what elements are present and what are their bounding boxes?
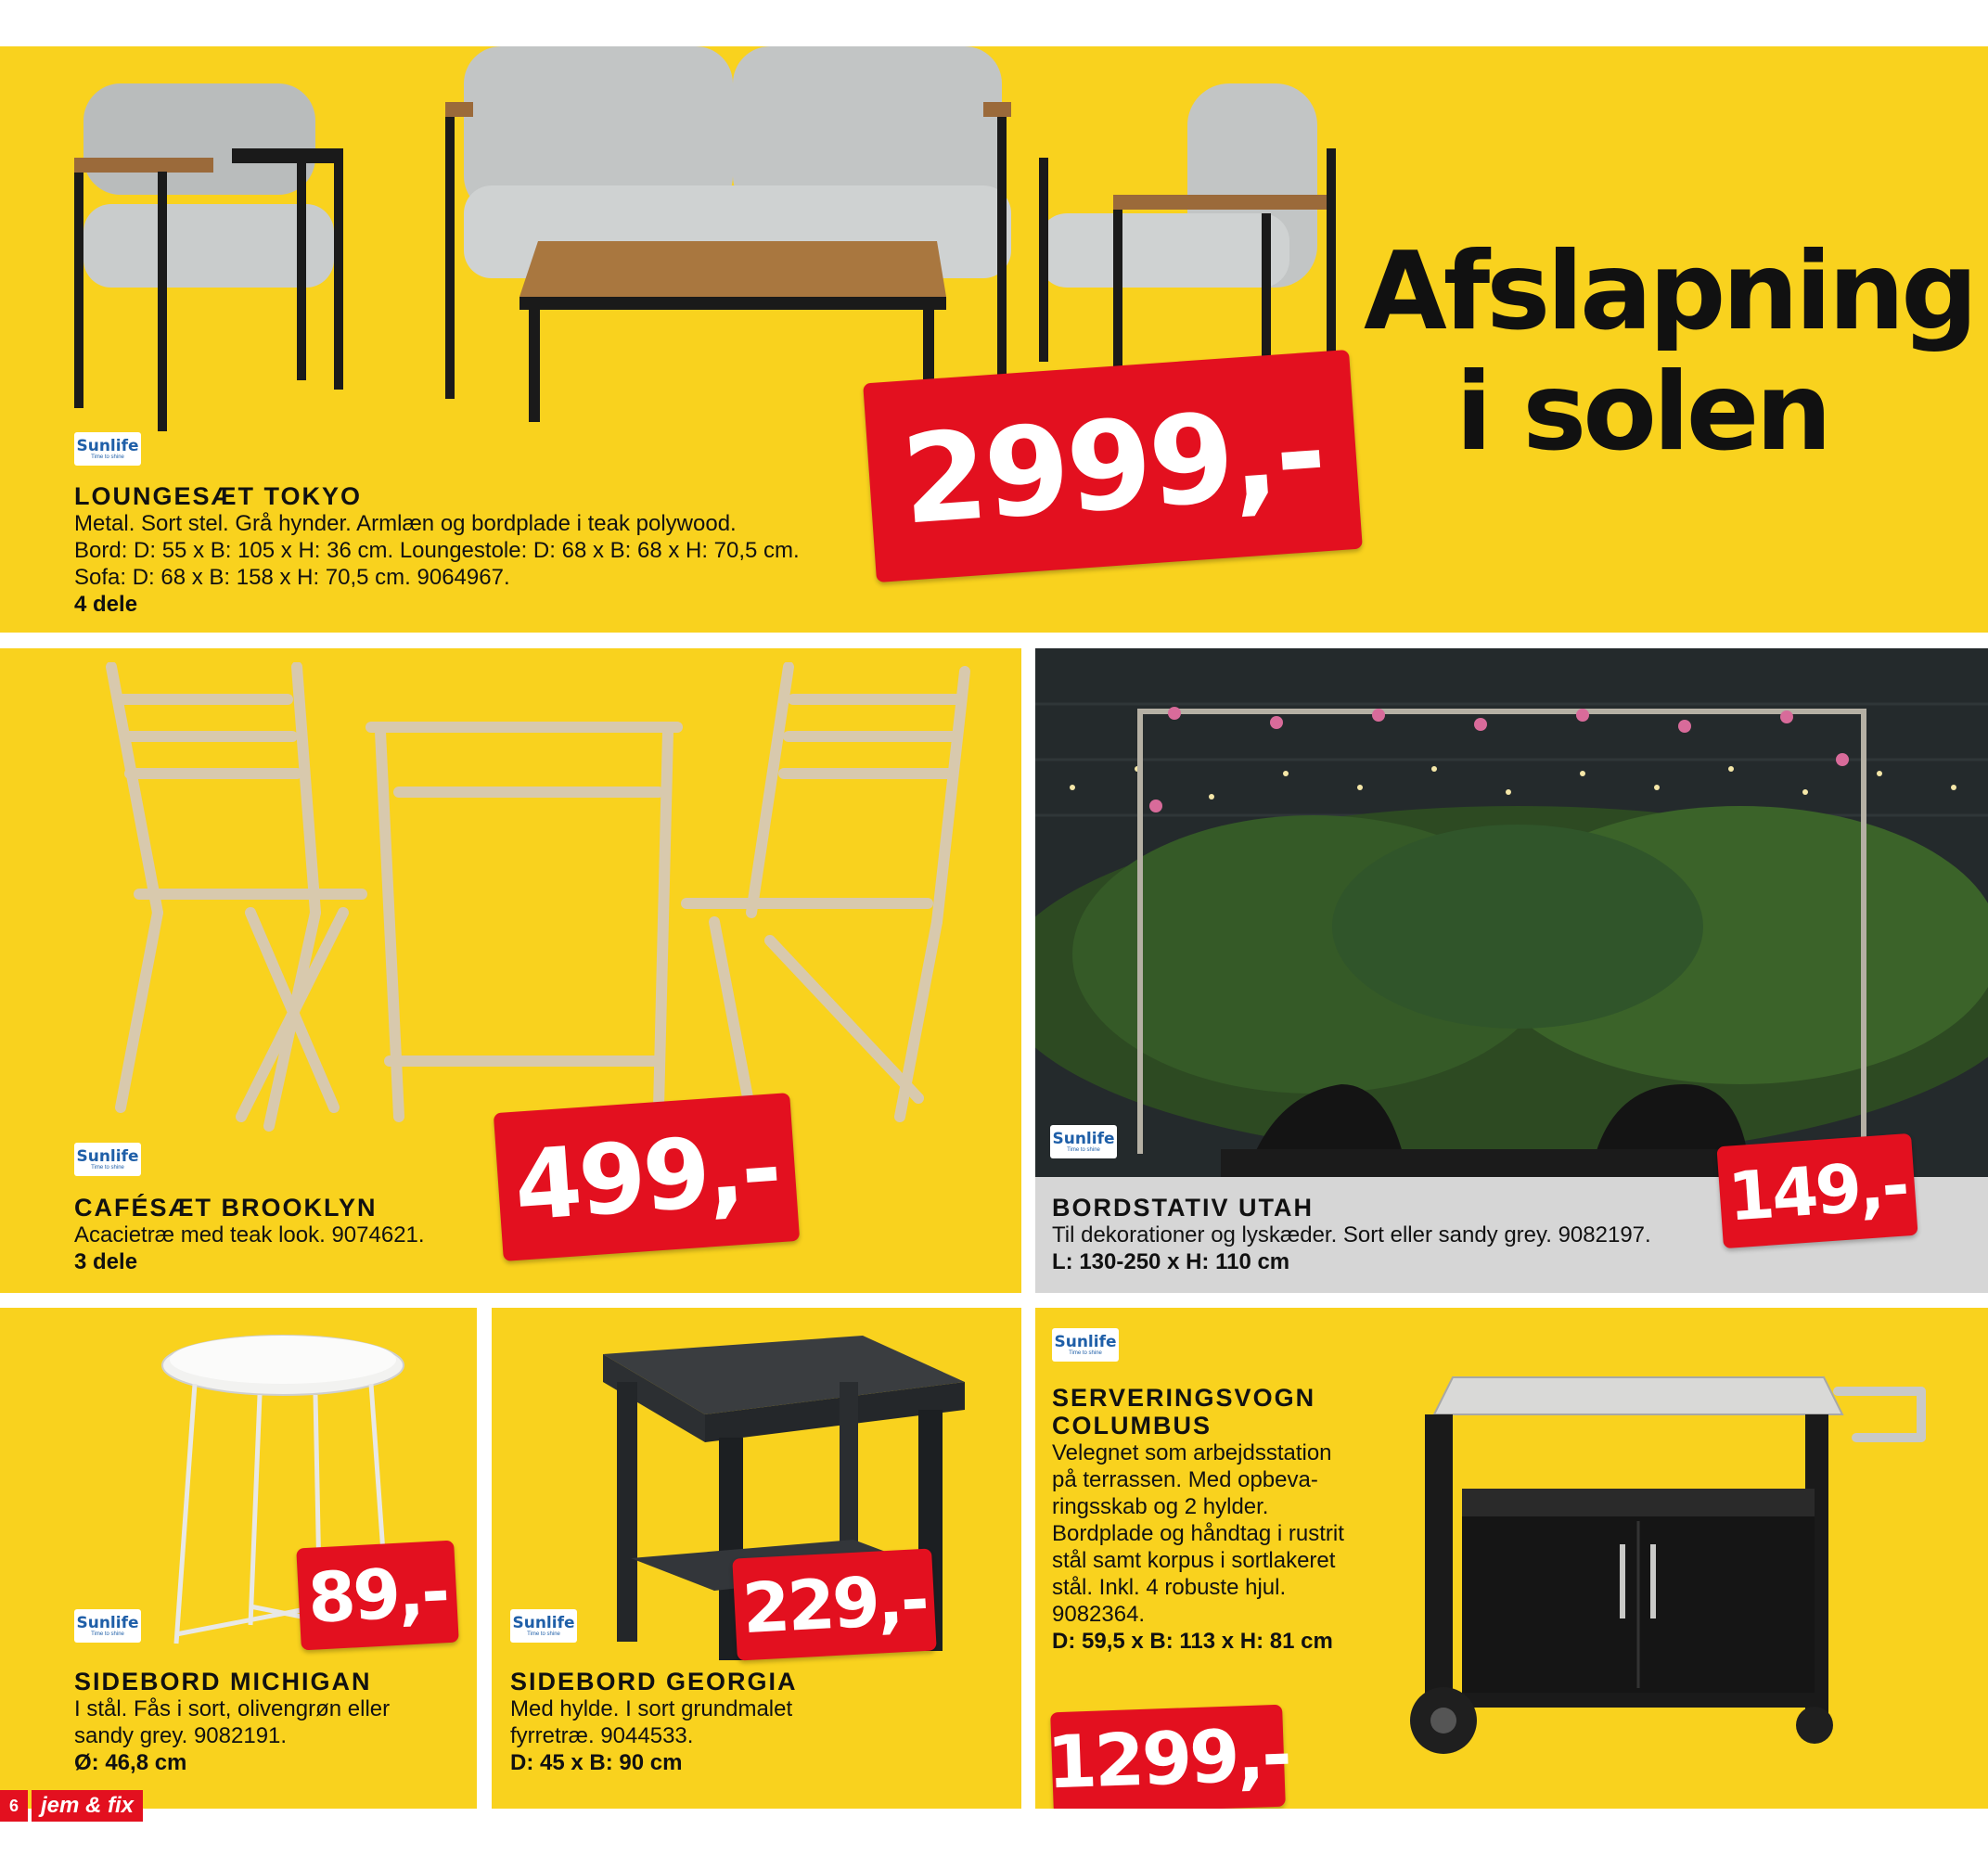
- sunlife-logo: [74, 1143, 141, 1176]
- price-tag-columbus: 1299,-: [1050, 1705, 1286, 1809]
- product-desc-line: Velegnet som arbejdsstation: [1052, 1440, 1332, 1465]
- product-dimensions: D: 45 x B: 90 cm: [510, 1750, 683, 1775]
- product-parts: 3 dele: [74, 1249, 138, 1274]
- sunlife-logo-name: Sunlife: [76, 436, 139, 455]
- product-dimensions: D: 59,5 x B: 113 x H: 81 cm: [1052, 1629, 1333, 1654]
- product-name: BORDSTATIV UTAH: [1052, 1194, 1314, 1222]
- michigan-info: [74, 1668, 390, 1777]
- product-desc-line: Bordplade og håndtag i rustrit: [1052, 1521, 1344, 1546]
- sunlife-logo: [1050, 1125, 1117, 1158]
- product-desc-line: I stål. Fås i sort, olivengrøn eller: [74, 1696, 391, 1721]
- price-tag-brooklyn: 499,-: [494, 1093, 800, 1261]
- sunlife-logo: [74, 1609, 141, 1643]
- product-desc-line: 9082364.: [1052, 1602, 1146, 1627]
- brand-label: jem & fix: [32, 1790, 143, 1822]
- product-dimensions: Ø: 46,8 cm: [74, 1750, 187, 1775]
- price-tag-michigan: 89,-: [296, 1541, 459, 1651]
- sunlife-logo-name: Sunlife: [512, 1613, 575, 1632]
- product-desc-line: ringsskab og 2 hylder.: [1052, 1494, 1269, 1519]
- table-stand-photo: [1035, 648, 1988, 1177]
- panel-brooklyn: [0, 648, 1021, 1293]
- product-dimensions: L: 130-250 x H: 110 cm: [1052, 1249, 1290, 1274]
- sunlife-logo-name: Sunlife: [76, 1613, 139, 1632]
- panel-utah: [1035, 648, 1988, 1293]
- columbus-info: [1052, 1384, 1344, 1656]
- product-desc-line: stål samt korpus i sortlakeret: [1052, 1548, 1336, 1573]
- sunlife-logo-tagline: Time to shine: [1067, 1146, 1100, 1153]
- product-name: COLUMBUS: [1052, 1412, 1212, 1439]
- product-desc-line: fyrretræ. 9044533.: [510, 1723, 694, 1748]
- price-tag-tokyo: 2999,-: [863, 350, 1363, 582]
- serving-cart-image: [1388, 1359, 1963, 1767]
- headline: [1364, 229, 1975, 475]
- product-desc-line: Metal. Sort stel. Grå hynder. Armlæn og bordplade i teak polywood.: [74, 511, 737, 536]
- page-number: 6: [0, 1790, 28, 1822]
- sunlife-logo-tagline: Time to shine: [91, 454, 124, 460]
- product-parts: 4 dele: [74, 592, 138, 617]
- sunlife-logo: [1052, 1328, 1119, 1362]
- sunlife-logo-tagline: Time to shine: [527, 1631, 560, 1637]
- product-desc-line: på terrassen. Med opbeva-: [1052, 1467, 1318, 1492]
- sunlife-logo-name: Sunlife: [1052, 1129, 1115, 1148]
- panel-michigan: [0, 1308, 477, 1809]
- product-desc-line: Sofa: D: 68 x B: 158 x H: 70,5 cm. 9064967.: [74, 565, 510, 590]
- sunlife-logo-name: Sunlife: [76, 1146, 139, 1166]
- product-desc-line: Acacietræ med teak look. 9074621.: [74, 1222, 425, 1247]
- product-name: SERVERINGSVOGN: [1052, 1384, 1316, 1412]
- panel-columbus: [1035, 1308, 1988, 1809]
- product-name: LOUNGESÆT TOKYO: [74, 482, 363, 510]
- tokyo-info: [74, 482, 800, 619]
- product-desc-line: Til dekorationer og lyskæder. Sort eller sandy grey. 9082197.: [1052, 1222, 1651, 1247]
- product-desc-line: Med hylde. I sort grundmalet: [510, 1696, 793, 1721]
- panel-georgia: [492, 1308, 1021, 1809]
- headline-line-1: Afslapning: [1364, 229, 1975, 354]
- headline-line-2: i solen: [1456, 350, 1828, 475]
- brooklyn-info: [74, 1194, 425, 1276]
- panel-tokyo: [0, 46, 1988, 633]
- sunlife-logo: [510, 1609, 577, 1643]
- sunlife-logo-tagline: Time to shine: [1069, 1350, 1102, 1356]
- product-name: SIDEBORD MICHIGAN: [74, 1668, 372, 1695]
- product-desc-line: stål. Inkl. 4 robuste hjul.: [1052, 1575, 1287, 1600]
- footer-tag: [0, 1790, 143, 1822]
- price-tag-georgia: 229,-: [732, 1548, 936, 1660]
- product-name: SIDEBORD GEORGIA: [510, 1668, 798, 1695]
- cafe-set-image: [102, 662, 983, 1145]
- utah-info: [1052, 1194, 1651, 1276]
- price-tag-utah: 149,-: [1716, 1133, 1917, 1248]
- product-desc-line: Bord: D: 55 x B: 105 x H: 36 cm. Loungestole: D: 68 x B: 68 x H: 70,5 cm.: [74, 538, 800, 563]
- sunlife-logo-tagline: Time to shine: [91, 1164, 124, 1171]
- sunlife-logo: [74, 432, 141, 466]
- sunlife-logo-name: Sunlife: [1054, 1332, 1117, 1351]
- product-desc-line: sandy grey. 9082191.: [74, 1723, 288, 1748]
- product-name: CAFÉSÆT BROOKLYN: [74, 1194, 378, 1222]
- sunlife-logo-tagline: Time to shine: [91, 1631, 124, 1637]
- georgia-info: [510, 1668, 798, 1777]
